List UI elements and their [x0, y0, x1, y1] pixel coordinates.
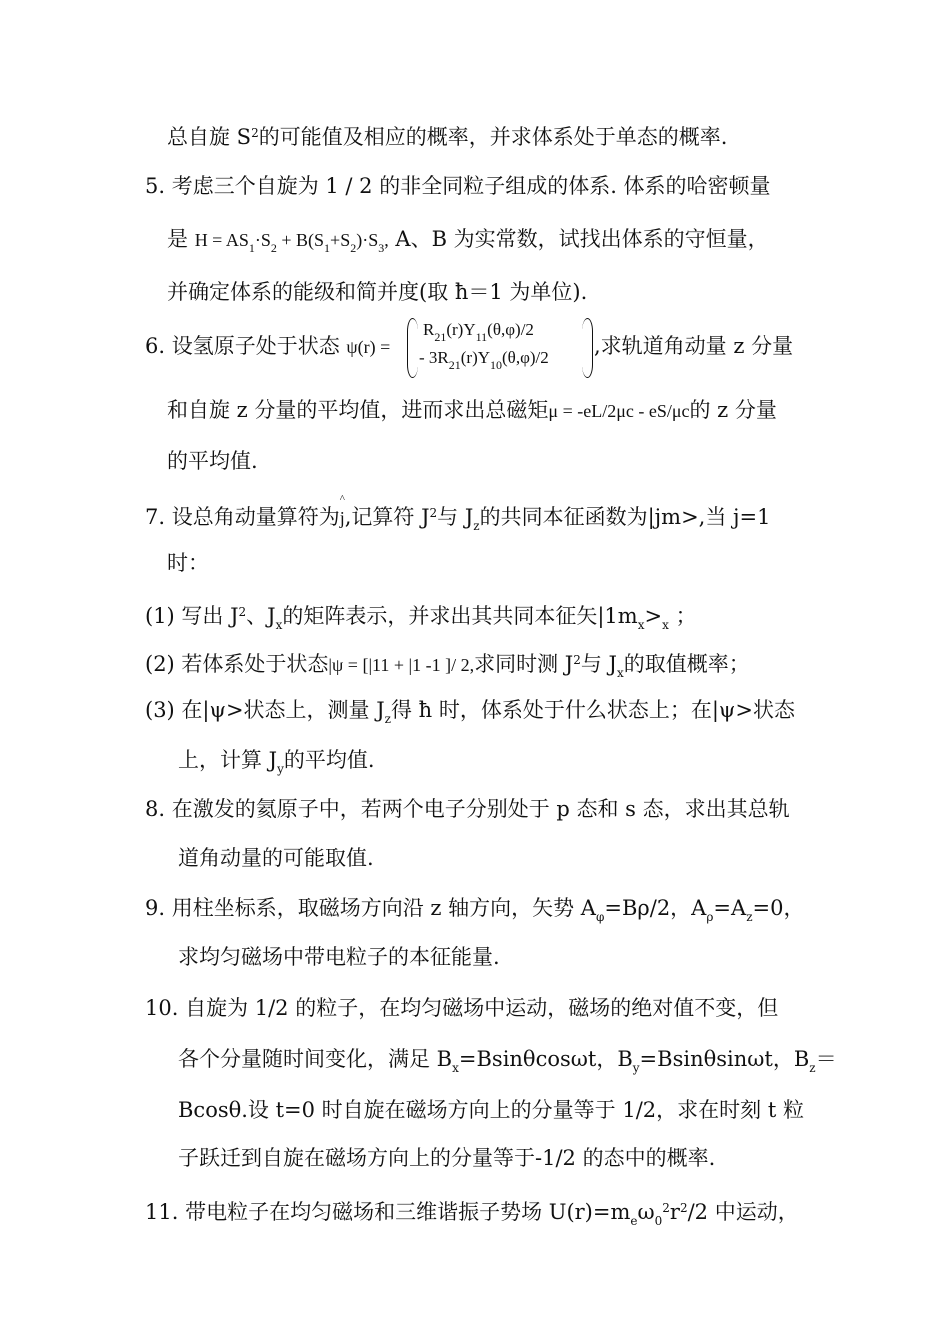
- text-line: 并确定体系的能级和简并度(取 ħ＝1 为单位).: [167, 280, 588, 304]
- state-formula: |ψ = [|11 + |1 -1 ]/ 2,: [328, 655, 475, 675]
- text-span: 是: [167, 227, 188, 251]
- text-line: [167, 118, 727, 148]
- matrix-row-2: - $3R_{21}(r)Y_{10}(\theta,\varphi)/2$: [419, 348, 549, 372]
- text-span: A、B 为实常数，试找出体系的守恒量，: [395, 227, 769, 251]
- text-line-problem-11: 11. 带电粒子在均匀磁场和三维谐振子势场 $U(r)=m_e\omega_0^2r^2/2$ 中运动，: [145, 1200, 799, 1228]
- text-line: [167, 395, 777, 425]
- text-span: 的可能值及相应的概率，并求体系处于单态的概率.: [258, 125, 728, 149]
- text-line: 上，计算 $J_y$的平均值.: [178, 748, 375, 776]
- text-span: 和自旋 z 分量的平均值，进而求出总磁矩: [167, 398, 549, 422]
- text-line-part-2: (2) 若体系处于状态|ψ = [|11 + |1 -1 ]/ 2,求同时测 $J^2$与 $J_x$的取值概率；: [145, 652, 750, 680]
- state-matrix: [407, 318, 593, 378]
- left-paren: [407, 318, 418, 378]
- text-line-problem-9: 9. 用柱坐标系，取磁场方向沿 z 轴方向，矢势 $A_\varphi=B\rho/2$，$A_\rho=A_z=0$，: [145, 896, 805, 924]
- text-line: Bcosθ.设 t=0 时自旋在磁场方向上的分量等于 1/2，求在时刻 t 粒: [178, 1098, 804, 1122]
- text-line: 子跃迁到自旋在磁场方向上的分量等于-1/2 的态中的概率.: [178, 1146, 716, 1170]
- matrix-row-1: $R_{21}(r)Y_{11}(\theta,\varphi)/2$: [423, 320, 534, 344]
- text-line: ,求轨道角动量 z 分量: [594, 334, 794, 358]
- psi-formula: ψ(r) =: [346, 337, 391, 357]
- text-span: ,记算符 J: [344, 505, 430, 529]
- text-line-problem-6: [145, 331, 390, 361]
- text-line: 的平均值.: [167, 449, 258, 473]
- text-line-problem-10: 10. 自旋为 1/2 的粒子，在均匀磁场中运动，磁场的绝对值不变，但: [145, 996, 779, 1020]
- text-line-problem-8: 8. 在激发的氦原子中，若两个电子分别处于 p 态和 s 态，求出其总轨: [145, 797, 790, 821]
- superscript: 2: [251, 126, 259, 140]
- j-operator: ^ j: [340, 503, 345, 533]
- text-line: 道角动量的可能取值.: [178, 846, 374, 870]
- text-line-problem-5: 5. 考虑三个自旋为 1 / 2 的非全同粒子组成的体系. 体系的哈密顿量: [145, 174, 771, 198]
- magnetic-moment-formula: μ = -eL/2μc - eS/μc: [548, 401, 690, 421]
- text-line: 求均匀磁场中带电粒子的本征能量.: [178, 945, 500, 969]
- text-line: 时：: [167, 551, 209, 575]
- right-paren: [582, 318, 593, 378]
- text-span: 7. 设总角动量算符为: [145, 505, 340, 529]
- text-line: [167, 224, 769, 254]
- text-line: 各个分量随时间变化，满足 $B_x=Bsin\theta\cos\omega t$，$B_y=Bsin\theta\sin\omega t$，$B_z=$: [178, 1047, 837, 1075]
- text-span: 总自旋 S: [167, 125, 252, 149]
- text-line-part-1: (1) 写出 $J^2$、$J_x$的矩阵表示，并求出其共同本征矢$|1m_x>_x$ ；: [145, 604, 697, 632]
- text-span: 的 z 分量: [689, 398, 777, 422]
- text-line-part-3: (3) 在|ψ>状态上，测量 $J_z$得 ħ 时，体系处于什么状态上；在|ψ>状态: [145, 698, 795, 726]
- text-line-problem-7: 7. 设总角动量算符为^ j,记算符 $J^2$与 $J_z$的共同本征函数为|jm>,当 j=1: [145, 498, 771, 528]
- hamiltonian-formula: $H = AS_1\cdot S_2 + B(S_1+S_2)\cdot S_3$,: [194, 230, 389, 255]
- text-span: 6. 设氢原子处于状态: [145, 334, 340, 358]
